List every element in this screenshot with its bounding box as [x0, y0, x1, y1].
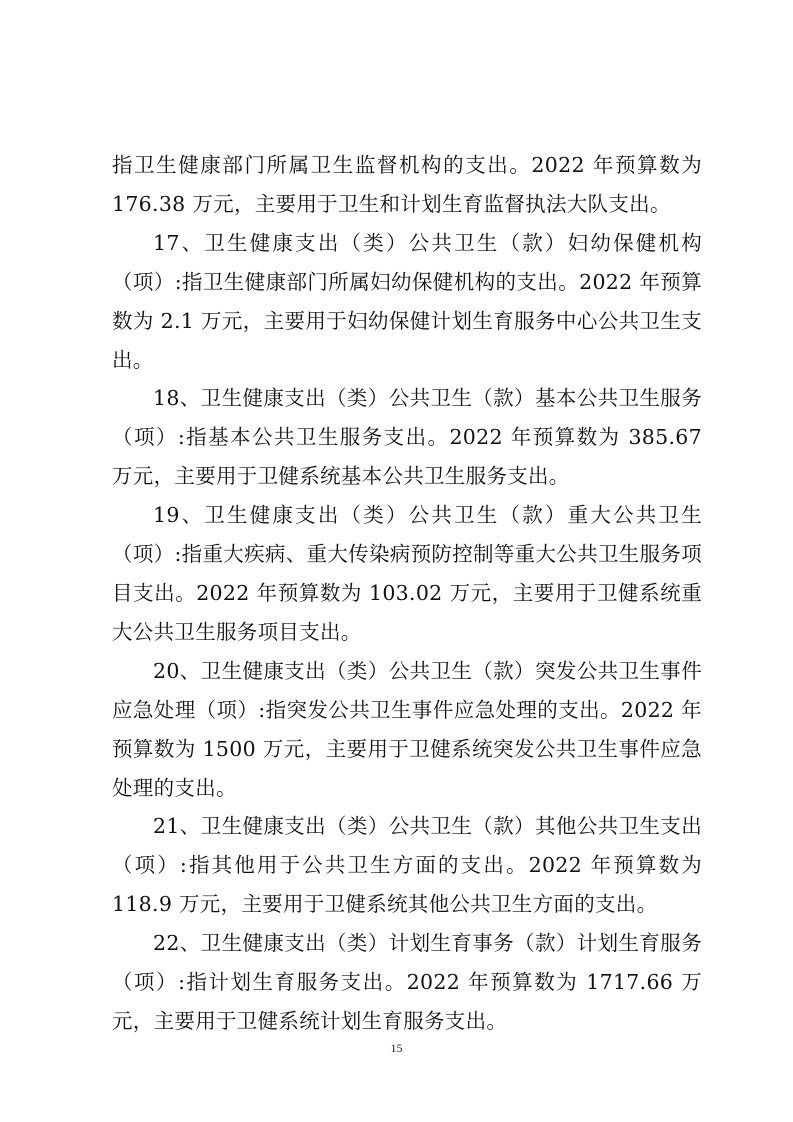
paragraph-item-19: 19、卫生健康支出（类）公共卫生（款）重大公共卫生（项）:指重大疾病、重大传染病预防控制等重大公共卫生服务项目支出。2022 年预算数为 103.02 万元，主要用于卫健系统重大公共卫生服务项目支出。	[112, 503, 702, 644]
paragraph-item-21: 21、卫生健康支出（类）公共卫生（款）其他公共卫生支出（项）:指其他用于公共卫生方面的支出。2022 年预算数为 118.9 万元，主要用于卫健系统其他公共卫生方面的支出。	[112, 814, 702, 917]
page-number: 15	[390, 1041, 403, 1055]
paragraph-item-17: 17、卫生健康支出（类）公共卫生（款）妇幼保健机构（项）:指卫生健康部门所属妇幼保健机构的支出。2022 年预算数为 2.1 万元，主要用于妇幼保健计划生育服务中心公共卫生支出。	[112, 230, 702, 372]
paragraph-continuation: 指卫生健康部门所属卫生监督机构的支出。2022 年预算数为 176.38 万元，主要用于卫生和计划生育监督执法大队支出。	[112, 153, 702, 216]
paragraph-item-18: 18、卫生健康支出（类）公共卫生（款）基本公共卫生服务（项）:指基本公共卫生服务支出。2022 年预算数为 385.67 万元，主要用于卫健系统基本公共卫生服务支出。	[112, 386, 702, 489]
paragraph-item-22: 22、卫生健康支出（类）计划生育事务（款）计划生育服务（项）:指计划生育服务支出。2022 年预算数为 1717.66 万元，主要用于卫健系统计划生育服务支出。	[112, 931, 702, 1033]
body-text	[112, 146, 702, 1041]
paragraph-item-20: 20、卫生健康支出（类）公共卫生（款）突发公共卫生事件应急处理（项）:指突发公共卫生事件应急处理的支出。2022 年预算数为 1500 万元，主要用于卫健系统突发公共卫生事件应急处理的支出。	[112, 658, 702, 800]
